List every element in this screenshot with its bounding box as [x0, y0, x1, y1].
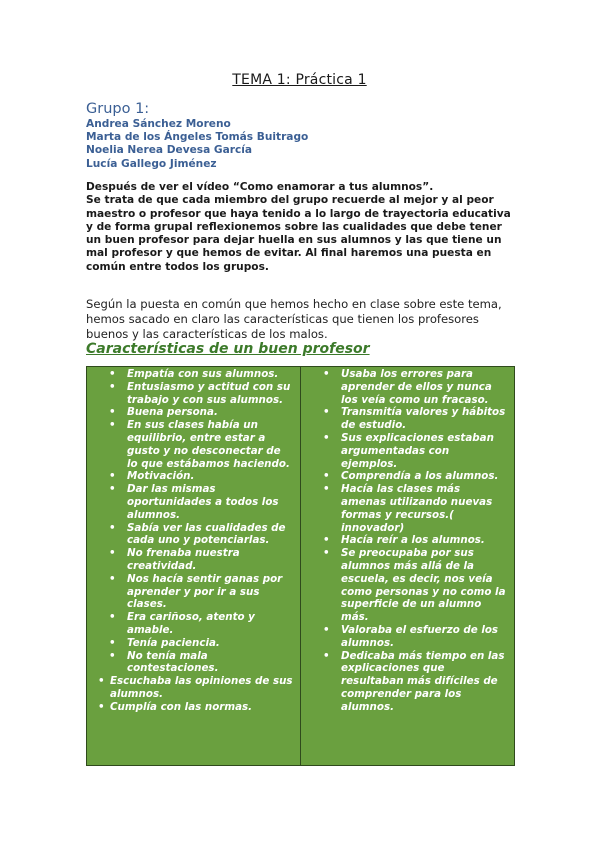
list-item: • Escuchaba las opiniones de sus alumnos. — [87, 675, 300, 701]
list-item: • Dedicaba más tiempo en las explicaciones que resultaban más difíciles de comprender para los alumnos. — [301, 650, 514, 714]
list-item: • Valoraba el esfuerzo de los alumnos. — [301, 624, 514, 650]
list-item: • Hacía reír a los alumnos. — [301, 534, 514, 547]
document-title: TEMA 1: Práctica 1 — [232, 72, 367, 88]
list-item: • Sus explicaciones estaban argumentadas con ejemplos. — [301, 432, 514, 470]
section-title: Características de un buen profesor — [86, 341, 370, 357]
qualities-table — [86, 366, 515, 766]
list-item: • Dar las mismas oportunidades a todos los alumnos. — [87, 483, 300, 521]
assignment-description — [86, 181, 516, 274]
list-item: • Tenía paciencia. — [87, 637, 300, 650]
member-name: Lucía Gallego Jiménez — [86, 157, 217, 170]
list-item: • Hacía las clases más amenas utilizando nuevas formas y recursos.( innovador) — [301, 483, 514, 534]
table-column-right — [301, 367, 514, 765]
table-column-left — [87, 367, 301, 765]
list-item: • Motivación. — [87, 470, 300, 483]
list-item: • Usaba los errores para aprender de ellos y nunca los veía como un fracaso. — [301, 368, 514, 406]
member-name: Marta de los Ángeles Tomás Buitrago — [86, 131, 309, 144]
member-list — [86, 118, 308, 171]
list-item: • Era cariñoso, atento y amable. — [87, 611, 300, 637]
intro-body: Se trata de que cada miembro del grupo recuerde al mejor y al peor maestro o profesor que haya tenido a lo largo de trayectoria educativa y de forma grupal reflexionemos sobre las cualidades que debe tener un buen profesor para dejar huella en sus alumnos y las que tiene un mal profesor y que hemos de evitar. Al final haremos una puesta en común entre todos los grupos. — [86, 194, 511, 273]
list-item: • No tenía mala contestaciones. — [87, 650, 300, 676]
list-item: • Se preocupaba por sus alumnos más allá de la escuela, es decir, nos veía como personas y no como la superficie de un alumno más. — [301, 547, 514, 624]
list-item: • Nos hacía sentir ganas por aprender y por ir a sus clases. — [87, 573, 300, 611]
list-item: • No frenaba nuestra creatividad. — [87, 547, 300, 573]
list-item: • Transmitía valores y hábitos de estudio. — [301, 406, 514, 432]
list-item: • Comprendía a los alumnos. — [301, 470, 514, 483]
group-heading: Grupo 1: — [86, 101, 150, 117]
list-item: • Cumplía con las normas. — [87, 701, 300, 714]
list-item: • En sus clases había un equilibrio, entre estar a gusto y no desconectar de lo que estábamos haciendo. — [87, 419, 300, 470]
member-name: Noelia Nerea Devesa García — [86, 144, 253, 157]
intro-line: Después de ver el vídeo “Como enamorar a tus alumnos”. — [86, 181, 434, 193]
member-name: Andrea Sánchez Moreno — [86, 118, 231, 130]
list-item: • Sabía ver las cualidades de cada uno y potenciarlas. — [87, 522, 300, 548]
list-item: • Buena persona. — [87, 406, 300, 419]
summary-paragraph: Según la puesta en común que hemos hecho en clase sobre este tema, hemos sacado en claro las características que tienen los profesores buenos y las características de los malos. — [86, 297, 502, 341]
list-item: • Entusiasmo y actitud con su trabajo y con sus alumnos. — [87, 381, 300, 407]
list-item: • Empatía con sus alumnos. — [87, 368, 300, 381]
